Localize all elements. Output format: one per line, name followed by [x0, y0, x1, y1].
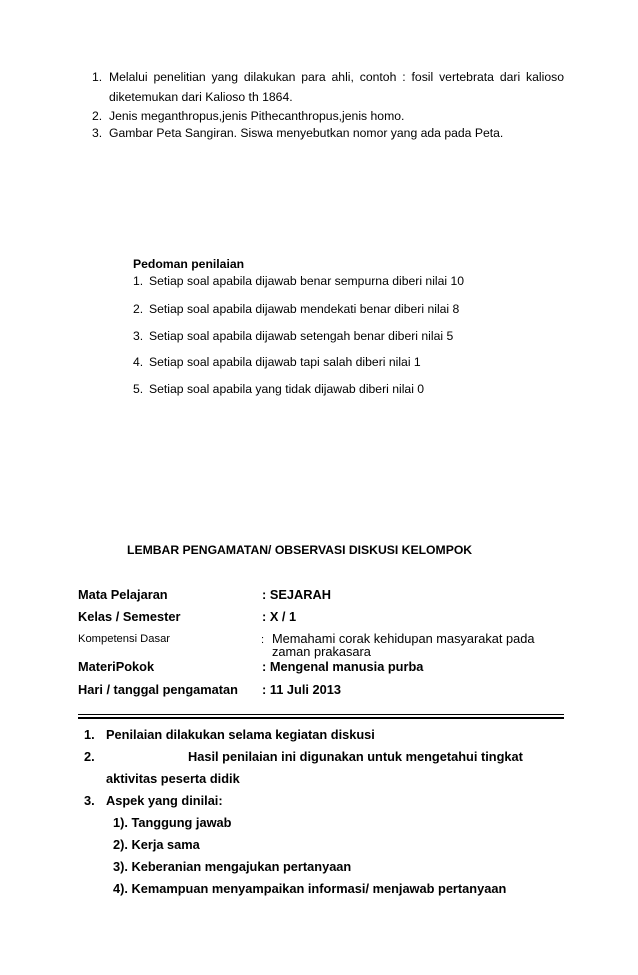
field-subject-label: Mata Pelajaran — [78, 587, 168, 602]
aspect-2: 2). Kerja sama — [113, 837, 200, 852]
aspect-4: 4). Kemampuan menyampaikan informasi/ menjawab pertanyaan — [113, 881, 507, 896]
note-3-text: Aspek yang dinilai: — [106, 793, 223, 808]
answer-1-line1: Melalui penelitian yang dilakukan para ahli, contoh : fosil vertebrata dari kalioso — [109, 70, 564, 84]
note-2-number: 2. — [84, 749, 95, 764]
scoring-item-1-text: Setiap soal apabila dijawab benar sempurna diberi nilai 10 — [149, 274, 465, 288]
separator-line-top — [78, 714, 564, 715]
answer-3-number: 3. — [92, 126, 103, 140]
answer-1-number: 1. — [92, 70, 103, 84]
field-class-value: : X / 1 — [262, 609, 297, 624]
scoring-item-4-number: 4. — [133, 355, 144, 369]
field-competency-colon: : — [261, 634, 265, 646]
field-topic-value: : Mengenal manusia purba — [262, 659, 424, 674]
note-3-number: 3. — [84, 793, 95, 808]
scoring-item-2-number: 2. — [133, 302, 144, 316]
field-competency-value-line2: zaman prakasara — [272, 644, 371, 659]
scoring-item-3-text: Setiap soal apabila dijawab setengah benar diberi nilai 5 — [149, 329, 454, 343]
field-date-value: : 11 Juli 2013 — [262, 682, 341, 697]
field-topic-label: MateriPokok — [78, 659, 155, 674]
note-2-text-continued: aktivitas peserta didik — [106, 771, 240, 786]
field-class-label: Kelas / Semester — [78, 609, 181, 624]
scoring-item-4-text: Setiap soal apabila dijawab tapi salah diberi nilai 1 — [149, 355, 421, 369]
separator-line-bottom — [78, 717, 564, 719]
note-2-text: Hasil penilaian ini digunakan untuk mengetahui tingkat — [188, 749, 523, 764]
observation-sheet-title: LEMBAR PENGAMATAN/ OBSERVASI DISKUSI KELOMPOK — [127, 543, 473, 557]
field-competency-value-line1: Memahami corak kehidupan masyarakat pada — [272, 631, 535, 646]
field-competency-label: Kompetensi Dasar — [78, 633, 171, 645]
scoring-item-5-number: 5. — [133, 382, 144, 396]
aspect-1: 1). Tanggung jawab — [113, 815, 232, 830]
scoring-item-3-number: 3. — [133, 329, 144, 343]
note-1-text: Penilaian dilakukan selama kegiatan diskusi — [106, 727, 375, 742]
field-subject-value: : SEJARAH — [262, 587, 331, 602]
scoring-item-2-text: Setiap soal apabila dijawab mendekati benar diberi nilai 8 — [149, 302, 460, 316]
aspect-3: 3). Keberanian mengajukan pertanyaan — [113, 859, 352, 874]
field-date-label: Hari / tanggal pengamatan — [78, 682, 238, 697]
note-1-number: 1. — [84, 727, 95, 742]
answer-2-text: Jenis meganthropus,jenis Pithecanthropus,jenis homo. — [109, 109, 405, 123]
answer-3-text: Gambar Peta Sangiran. Siswa menyebutkan nomor yang ada pada Peta. — [109, 126, 504, 140]
scoring-guide-title: Pedoman penilaian — [133, 257, 245, 271]
scoring-item-5-text: Setiap soal apabila yang tidak dijawab diberi nilai 0 — [149, 382, 425, 396]
answer-1-line2: diketemukan dari Kalioso th 1864. — [109, 90, 293, 104]
answer-2-number: 2. — [92, 109, 103, 123]
scoring-item-1-number: 1. — [133, 274, 144, 288]
